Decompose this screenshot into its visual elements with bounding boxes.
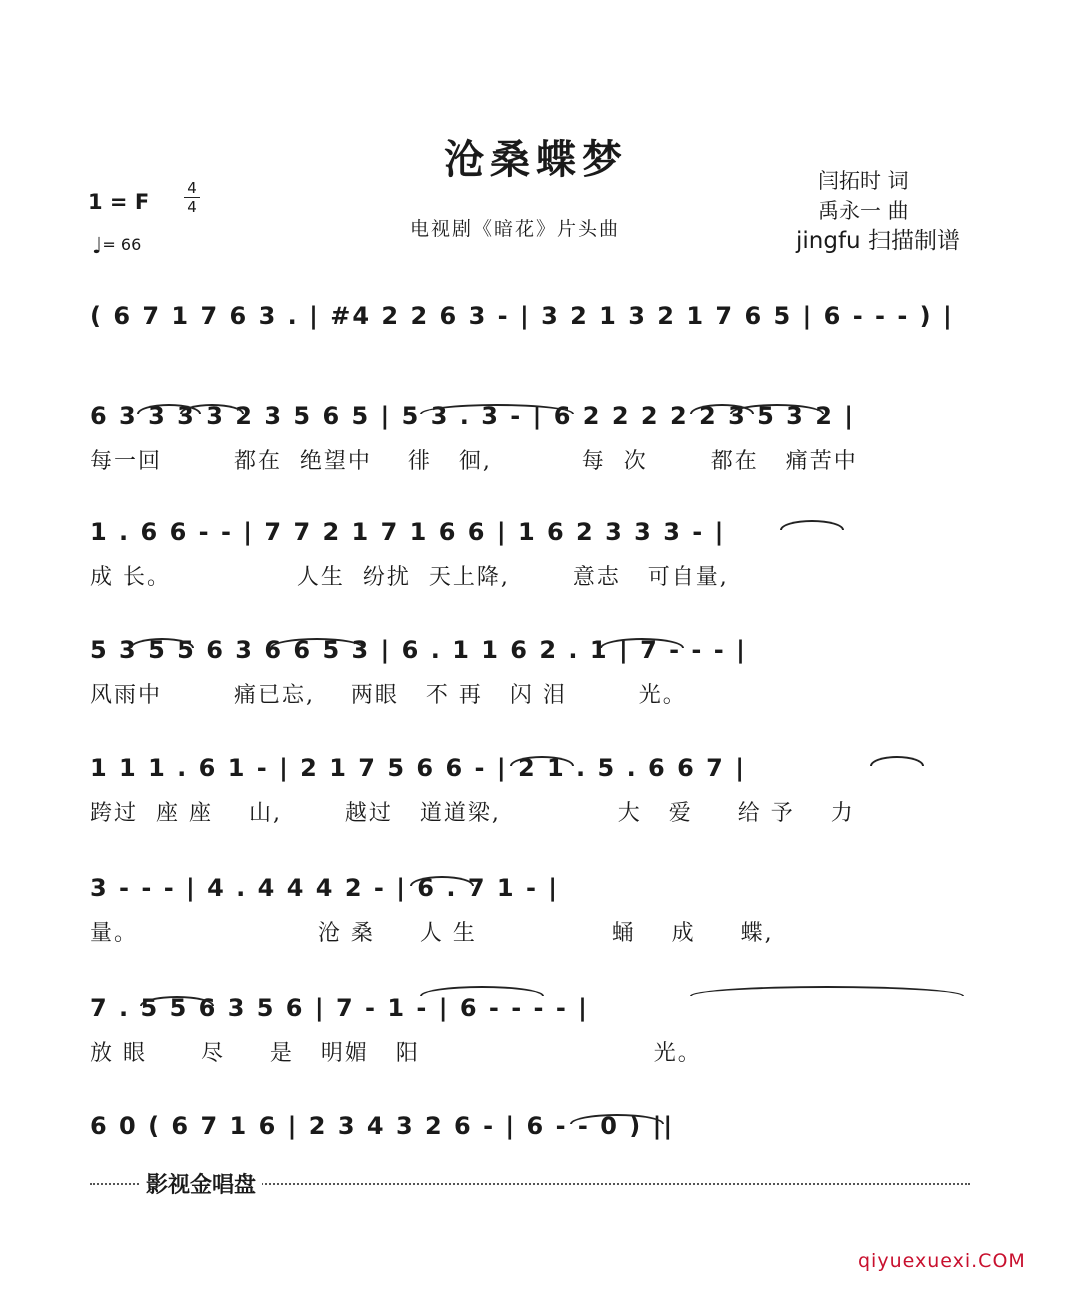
tempo-value: = 66: [102, 235, 142, 254]
key-signature: 1 = F: [88, 190, 150, 214]
subtitle: 电视剧《暗花》片头曲: [410, 218, 621, 240]
score-lyrics: 风雨中 痛已忘, 两眼 不 再 闪 泪 光。: [90, 683, 687, 708]
song-title: 沧桑蝶梦: [444, 136, 628, 183]
score-line-7: [90, 988, 980, 1088]
score-notes: 6 3 3 3 3 2 3 5 6 5 | 5 3 . 3 - | 6 2 2 2 2 2 3 5 3 2 |: [90, 402, 856, 430]
score-line-4: [90, 630, 980, 730]
score-notes: 1 . 6 6 - - | 7 7 2 1 7 1 6 6 | 1 6 2 3 3 3 - |: [90, 518, 726, 546]
score-lyrics: 放 眼 尽 是 明媚 阳 光。: [90, 1041, 702, 1066]
site-watermark: qiyuexuexi.COM: [858, 1250, 1026, 1272]
score-lyrics: 每一回 都在 绝望中 徘 徊, 每 次 都在 痛苦中: [90, 449, 858, 474]
score-lyrics: 跨过 座 座 山, 越过 道道梁, 大 爱 给 予 力: [90, 801, 855, 826]
time-signature: [184, 180, 200, 215]
footer-label: 影视金唱盘: [140, 1168, 262, 1199]
score-notes: 1 1 1 . 6 1 - | 2 1 7 5 6 6 - | 2 1 . 5 . 6 6 7 |: [90, 754, 746, 782]
score-notes: ( 6 7 1 7 6 3 . | #4 2 2 6 3 - | 3 2 1 3 2 1 7 6 5 | 6 - - - ) |: [90, 302, 954, 330]
score-notes: 7 . 5 5 6 3 5 6 | 7 - 1 - | 6 - - - - |: [90, 994, 589, 1022]
score-line-3: [90, 512, 980, 612]
tempo-marking: [92, 234, 141, 259]
scanner-credit: jingfu 扫描制谱: [796, 228, 960, 254]
time-signature-top: 4: [187, 179, 197, 197]
score-line-6: [90, 868, 980, 968]
score-lyrics: 成 长。 人生 纷扰 天上降, 意志 可自量,: [90, 565, 729, 590]
score-notes: 6 0 ( 6 7 1 6 | 2 3 4 3 2 6 - | 6 - - 0 ) ||: [90, 1112, 675, 1140]
footer-banner: [90, 1168, 970, 1198]
time-signature-bottom: 4: [187, 198, 197, 216]
credits: [796, 166, 960, 256]
composer-credit: 禹永一 曲: [818, 199, 909, 223]
score-notes: 5 3 5 5 6 3 6 6 5 3 | 6 . 1 1 6 2 . 1 | 7 - - - |: [90, 636, 747, 664]
score-lyrics: 量。 沧 桑 人 生 蛹 成 蝶,: [90, 921, 774, 946]
score-notes: 3 - - - | 4 . 4 4 4 2 - | 6 . 7 1 - |: [90, 874, 560, 902]
lyricist-credit: 闫拓时 词: [818, 169, 909, 193]
score-line-1: [90, 296, 980, 396]
quarter-note-icon: ♩: [92, 234, 103, 259]
